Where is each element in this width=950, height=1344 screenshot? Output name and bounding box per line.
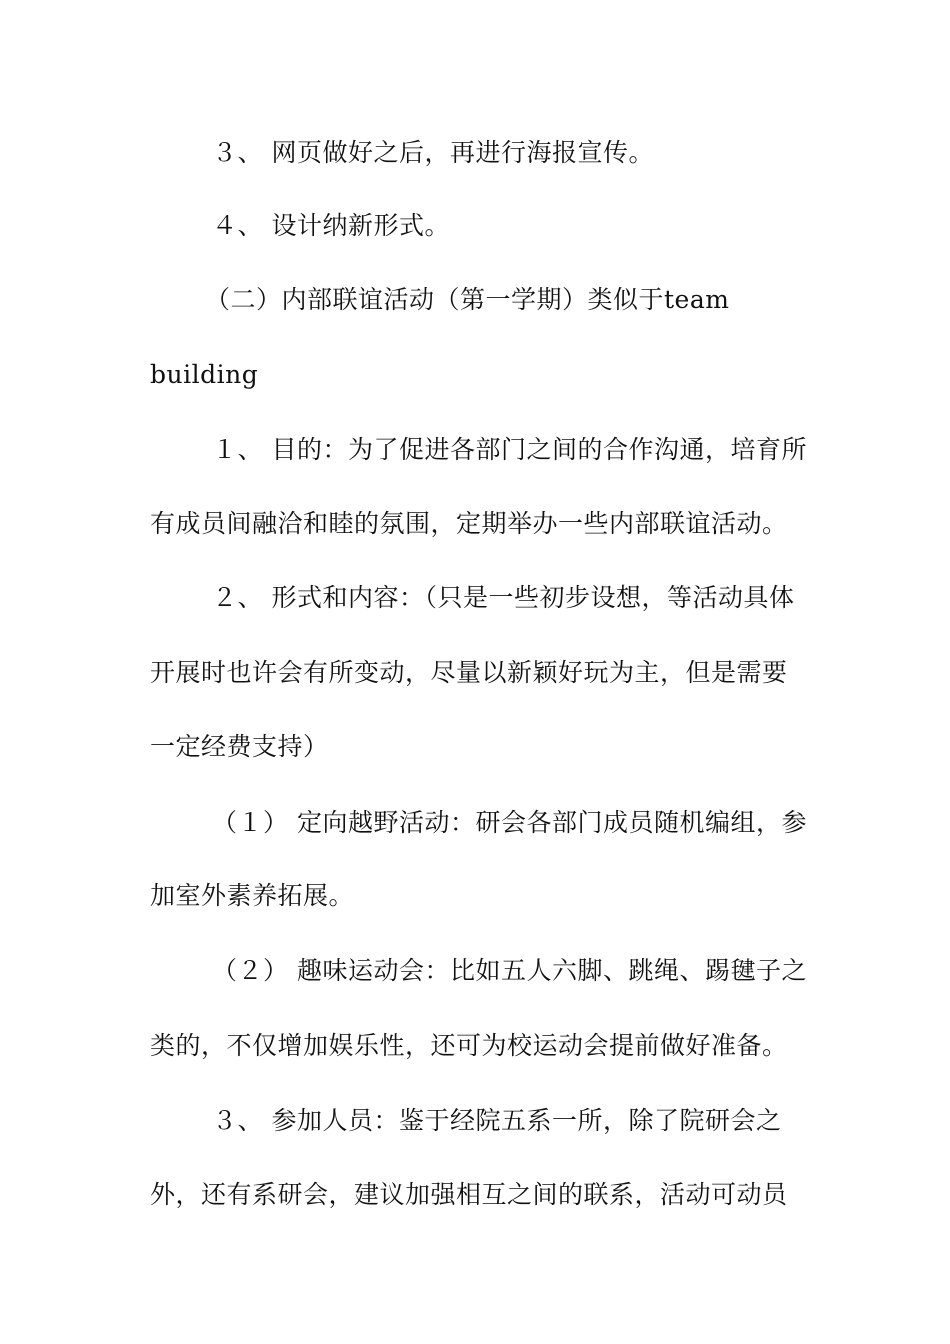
paragraph-line: ２、 形式和内容：（只是一些初步设想，等活动具体 [212,583,795,612]
paragraph-line: 类的，不仅增加娱乐性，还可为校运动会提前做好准备。 [150,1031,788,1060]
paragraph-line: building [150,360,259,389]
paragraph-line: 开展时也许会有所变动，尽量以新颖好玩为主，但是需要 [150,658,788,687]
paragraph-line: ３、 网页做好之后，再进行海报宣传。 [212,138,654,167]
paragraph-line: ３、 参加人员：鉴于经院五系一所，除了院研会之 [212,1106,782,1135]
paragraph-line: 一定经费支持） [150,732,329,761]
paragraph-line: １、 目的：为了促进各部门之间的合作沟通，培育所 [212,435,807,464]
paragraph-line: （２） 趣味运动会：比如五人六脚、跳绳、踢毽子之 [212,956,807,985]
paragraph-line: 加室外素养拓展。 [150,881,355,910]
paragraph-line: 有成员间融洽和睦的氛围，定期举办一些内部联谊活动。 [150,509,788,538]
paragraph-line: ４、 设计纳新形式。 [212,211,450,240]
paragraph-line: 外，还有系研会，建议加强相互之间的联系，活动可动员 [150,1180,788,1209]
section-heading: （二）内部联谊活动（第一学期）类似于team [205,285,730,314]
paragraph-line: （１） 定向越野活动：研会各部门成员随机编组，参 [212,808,807,837]
